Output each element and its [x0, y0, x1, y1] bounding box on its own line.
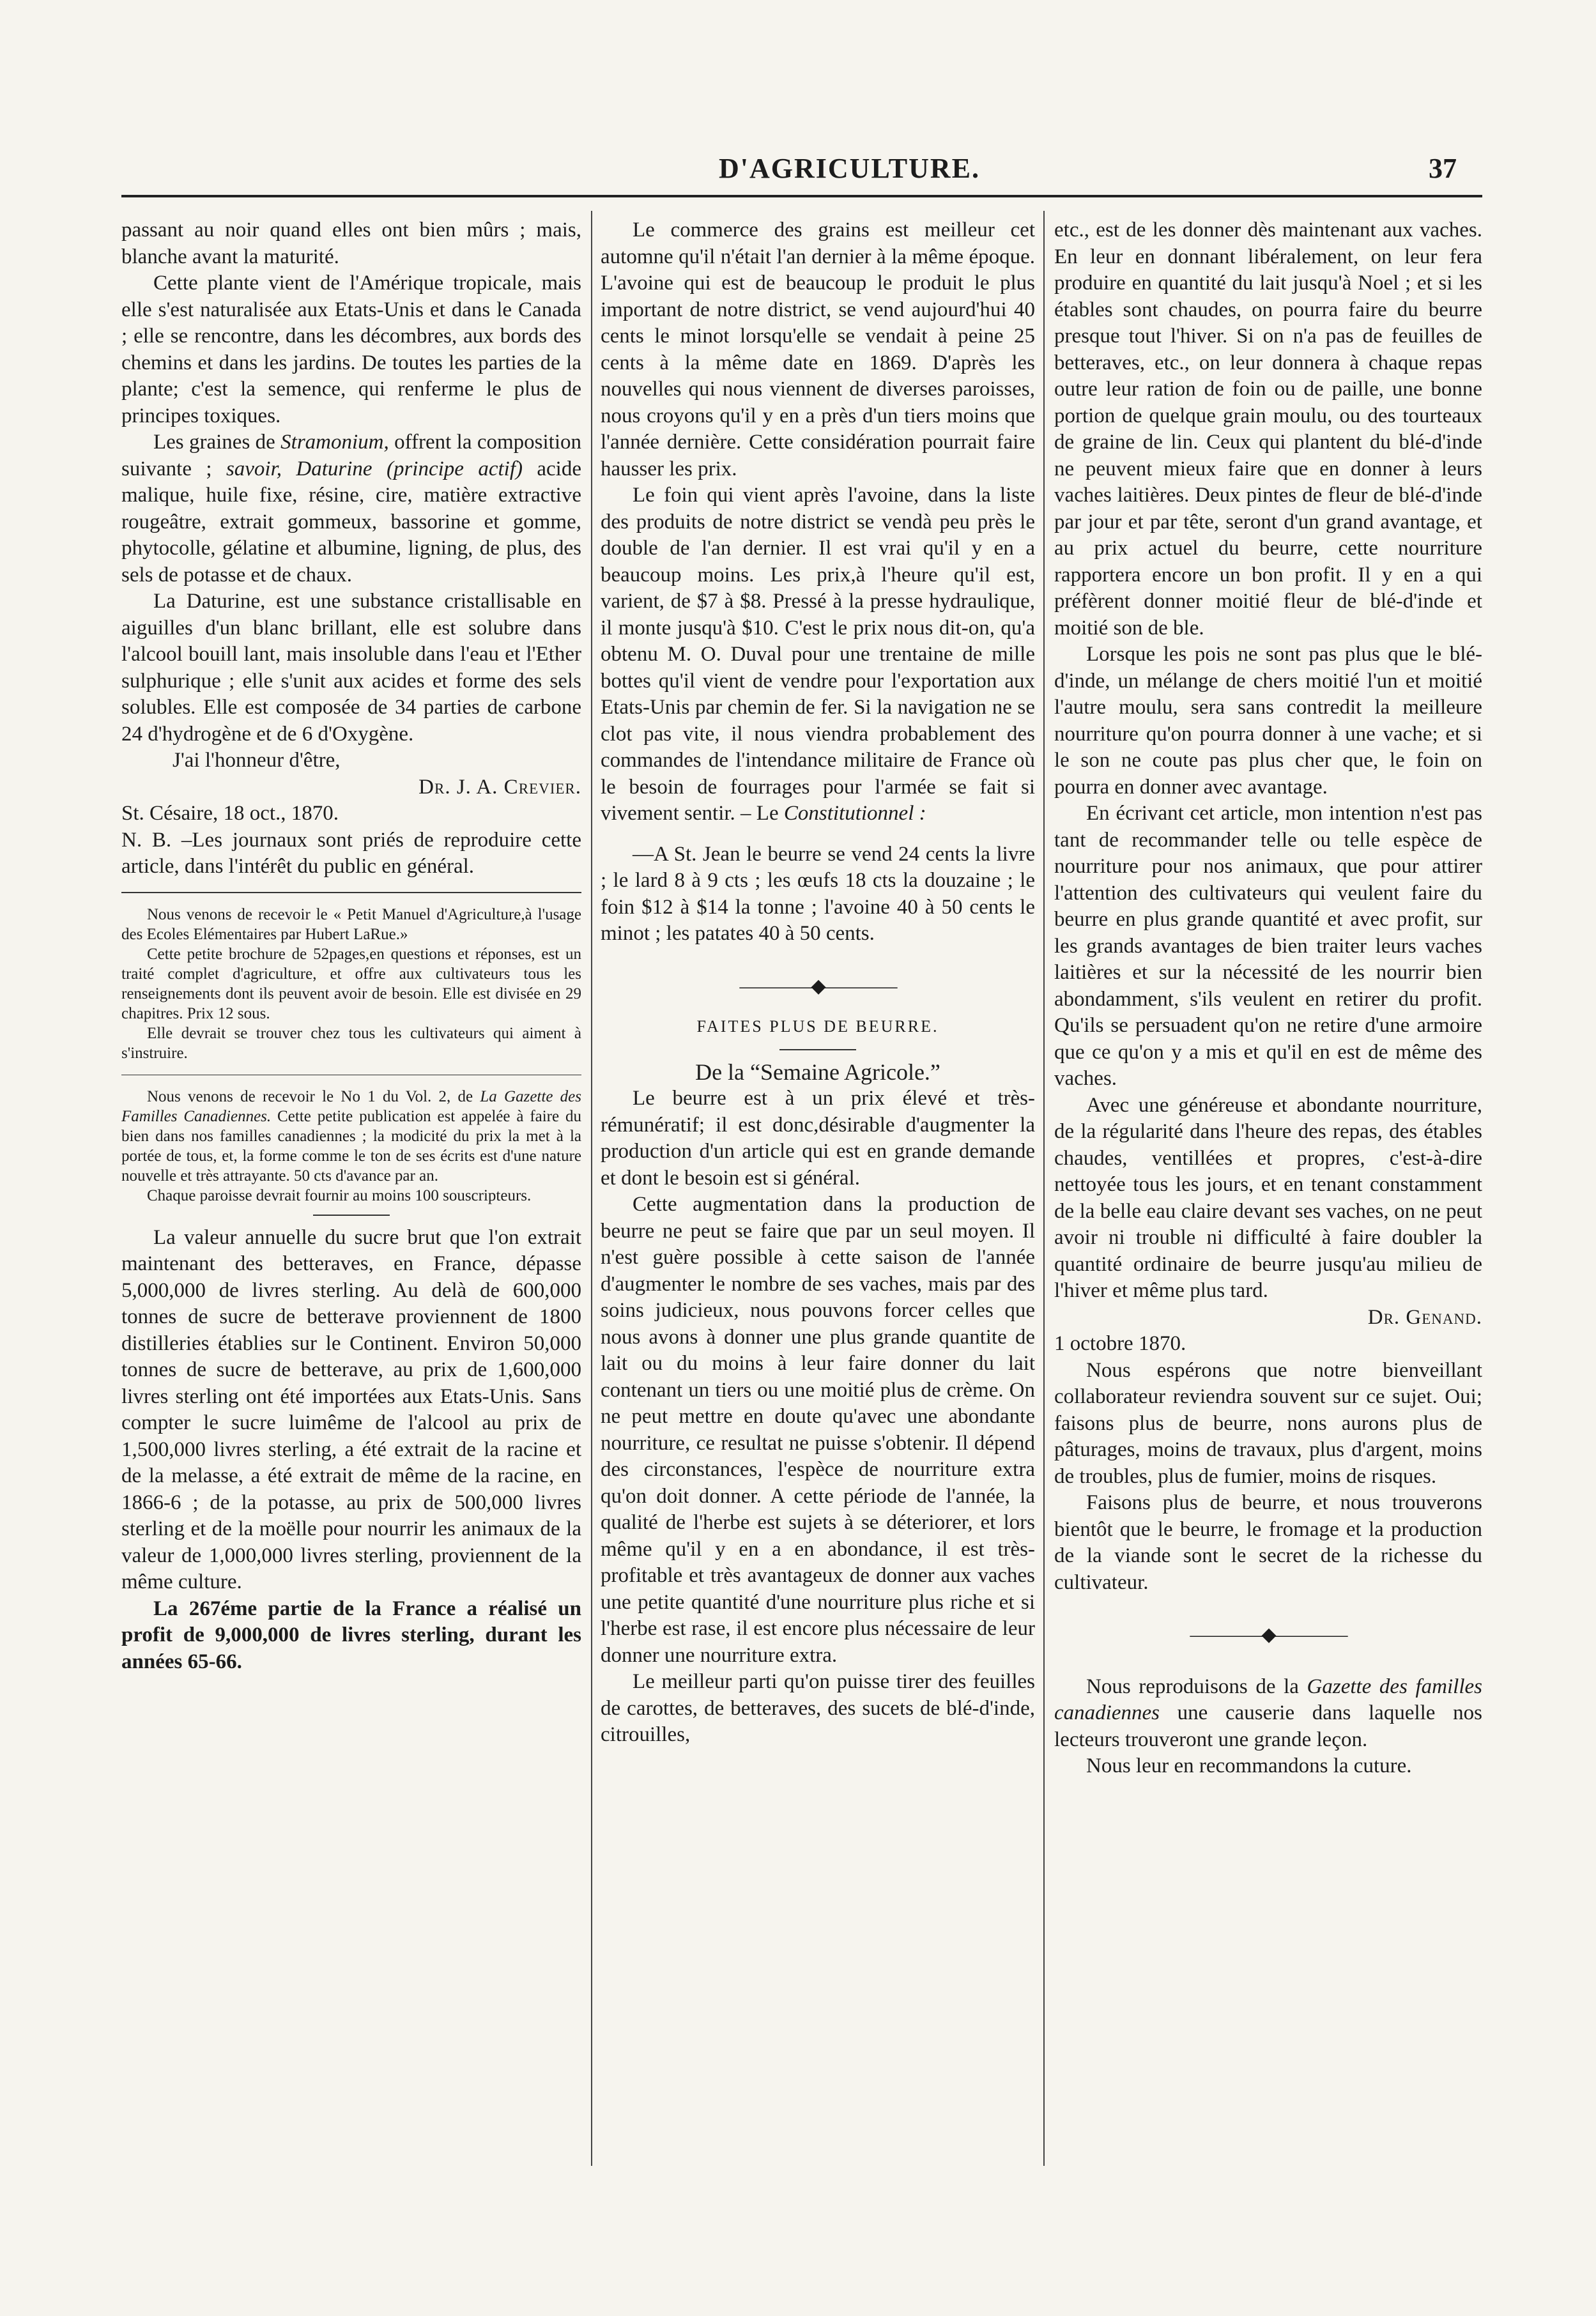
italic-run: Constitutionnel :	[783, 802, 926, 825]
paragraph: Nous espérons que notre bienveillant collaborateur reviendra souvent sur ce sujet. Oui; faisons plus de beurre, nons aurons plus de pâturages, moins de travaux, plus d'argent, moins de troubles, plus de fumier, moins de risques.	[1054, 1358, 1482, 1488]
column-2	[601, 217, 1035, 2172]
ornament-rule: ――――◆――――	[739, 975, 896, 997]
paragraph: passant au noir quand elles ont bien mûrs ; mais, blanche avant la maturité.	[121, 219, 581, 268]
signature: Dr. Genand.	[1367, 1305, 1482, 1329]
article-heading: FAITES PLUS DE BEURRE.	[696, 1017, 939, 1036]
text-run: Cette petite publication est appelée à faire du bien dans nos familles canadiennes ; la modicité du prix la met à la portée de tous, et, la forme comme le ton de ses écrits est d'une nature nouvelle et très attrayante. 50 cts d'avance par an.	[121, 1107, 581, 1185]
spacer	[601, 947, 1035, 973]
short-rule	[779, 1049, 856, 1050]
ornament-rule: ――――◆――――	[1190, 1624, 1347, 1645]
italic-run: savoir, Daturine (principe actif)	[226, 457, 523, 480]
text-run: Les graines de	[153, 431, 281, 454]
dateline: St. Césaire, 18 oct., 1870.	[121, 802, 339, 825]
text-run: Nous venons de recevoir le No 1 du Vol. 2, de	[147, 1087, 480, 1105]
italic-run: Stramonium,	[280, 431, 389, 454]
running-title: D'AGRICULTURE.	[719, 153, 981, 184]
article-source: De la “Semaine Agricole.”	[695, 1059, 940, 1085]
nota-bene: N. B. –Les journaux sont priés de reproduire cette article, dans l'intérêt du public en général.	[121, 828, 581, 878]
signature: Dr. J. A. Crevier.	[418, 775, 581, 799]
notice-paragraph: Nous venons de recevoir le « Petit Manuel d'Agriculture,à l'usage des Ecoles Elémentaires par Hubert LaRue.»	[121, 905, 581, 943]
page-header	[121, 148, 1482, 193]
paragraph	[1054, 1674, 1482, 1754]
page-number: 37	[1429, 153, 1457, 184]
paragraph: En écrivant cet article, mon intention n'est pas tant de recommander telle ou telle espèce de nourriture pour nos animaux, que pour attirer l'attention des cultivateurs qui veulent faire du beurre en plus grande quantité et avec profit, sur les grands avantages de bien traiter leurs vaches laitières et sur la nécessité de les nourrir bien abondamment, s'ils veulent en retirer du profit. Qu'ils se persuadent qu'on ne retire d'une armoire que ce qu'on y a mis et qu'il en est de même des vaches.	[1054, 802, 1482, 1090]
column-1	[121, 217, 581, 2172]
notice-paragraph: Elle devrait se trouver chez tous les cultivateurs qui aiment à s'instruire.	[121, 1024, 581, 1062]
paragraph: Faisons plus de beurre, et nous trouverons bientôt que le beurre, le fromage et la production de la viande sont le secret de la richesse du cultivateur.	[1054, 1491, 1482, 1594]
column-divider-1	[591, 211, 592, 2166]
notice-paragraph: Cette petite brochure de 52pages,en questions et réponses, est un traité complet d'agriculture, et offre aux cultivateurs tous les renseignements dont ils peuvent avoir de besoin. Elle est divisée en 29 chapitres. Prix 12 sous.	[121, 945, 581, 1022]
paragraph: Le commerce des grains est meilleur cet automne qu'il n'était l'an dernier à la même époque. L'avoine qui est de beaucoup le produit le plus important de notre district, se vend aujourd'hui 40 cents le minot lorsqu'elle se vendait à peine 25 cents à la même date en 1869. D'après les nouvelles qui nous viennent de diverses paroisses, nous croyons qu'il y en a près d'un tiers moins que l'année dernière. Cette considération pourrait faire hausser les prix.	[601, 219, 1035, 480]
text-run: Nous reproduisons de la	[1086, 1675, 1307, 1698]
paragraph: Nous leur en recommandons la cuture.	[1086, 1754, 1412, 1777]
paragraph: Cette augmentation dans la production de beurre ne peut se faire que par un seul moyen. Il n'est guère possible à cette saison de l'année d'augmenter le nombre de ses vaches, mais par des soins judicieux, nous pouvons forcer celles que nous avons à donner une plus grande quantite de lait ou du moins à leur faire donner du lait contenant un tiers ou une moitié plus de crème. On ne peut mettre en doute qu'avec une abondante nourriture, ce resultat ne puisse s'obtenir. Il dépend des circonstances, l'espèce de nourriture extra qu'on doit donner. A cette période de l'année, la qualité de l'herbe est sujets à se déteriorer, et lors même qu'il y en a en abondance, il est très-profitable et très avantageux de donner aux vaches une petite quantité d'une nourriture plus riche et si l'herbe est rase, il est encore plus nécessaire de leur donner une nourriture extra.	[601, 1193, 1035, 1667]
italic-run: La Gazette des Familles Canadiennes.	[121, 1087, 581, 1125]
paragraph	[121, 429, 581, 588]
text-run: acide malique, huile fixe, résine, cire, matière extractive rougeâtre, extrait gommeux, bassorine et gomme, phytocolle, gélatine et albumine, ligning, de plus, des sels de potasse et de chaux.	[121, 457, 581, 587]
closing-line: J'ai l'honneur d'être,	[173, 749, 341, 772]
paragraph: Le beurre est à un prix élevé et très-rémunératif; il est donc,désirable d'augmenter la production d'un article qui est en grande demande et dont le besoin est si général.	[601, 1087, 1035, 1190]
paragraph: La Daturine, est une substance cristallisable en aiguilles d'un blanc brillant, elle est solubre dans l'alcool bouill lant, mais insoluble dans l'eau et l'Ether sulphurique ; elle s'unit aux acides et forme des sels solubles. Elle est composée de 34 parties de carbone 24 d'hydrogène et de 6 d'Oxygène.	[121, 590, 581, 746]
spacer	[601, 999, 1035, 1013]
separator-rule	[121, 892, 581, 893]
notice-block	[121, 905, 581, 1206]
notice-paragraph: Chaque paroisse devrait fournir au moins 100 souscripteurs.	[147, 1186, 532, 1204]
spacer	[1054, 1596, 1482, 1622]
text-run: Le foin qui vient après l'avoine, dans la liste des produits de notre district se vendà peu près le double de l'an dernier. Il est vrai qu'il y en a beaucoup moins. Les prix,à l'heure qu'il est, varient, de $7 à $8. Pressé à la presse hydraulique, il monte jusqu'à $10. C'est le prix nous dit-on, qu'a obtenu M. O. Duval pour une trentaine de mille bottes qu'il vient de vendre pour l'exportation aux Etats-Unis par chemin de fer. Si la navigation ne se clot pas vite, il nous viendra probablement des commandes de l'intendance militaire de France où le besoin de fourrages pour l'armée se fait si vivement sentir. – Le	[601, 484, 1035, 825]
paragraph: Cette plante vient de l'Amérique tropicale, mais elle s'est naturalisée aux Etats-Unis et dans le Canada ; elle se rencontre, dans les décombres, aux bords des chemins et dans les jardins. De toutes les parties de la plante; c'est la semence, qui renferme le plus de principes toxiques.	[121, 272, 581, 427]
italic-run: Gazette des familles canadiennes	[1054, 1675, 1482, 1724]
paragraph: Lorsque les pois ne sont pas plus que le blé-d'inde, un mélange de chers moitié l'un et moitié l'autre moulu, sera sans contredit la meilleure nourriture qu'on pourra donner à une vache; et si le son ne coute pas plus cher que, le foin on pourra en donner avec avantage.	[1054, 643, 1482, 799]
column-3	[1054, 217, 1482, 2172]
date-line: 1 octobre 1870.	[1054, 1332, 1186, 1355]
paragraph: Le meilleur parti qu'on puisse tirer des feuilles de carottes, de betteraves, des sucets de blé-d'inde, citrouilles,	[601, 1670, 1035, 1746]
paragraph: La valeur annuelle du sucre brut que l'on extrait maintenant des betteraves, en France, dépasse 5,000,000 de livres sterling. Au delà de 600,000 tonnes de sucre de betterave proviennent de 1800 distilleries établies sur le Continent. Environ 50,000 tonnes de sucre de betterave, au prix de 1,600,000 livres sterling ont été importées aux Etats-Unis. Sans compter le sucre luimême de l'alcool au prix de 1,500,000 livres sterling, a été extrait de la racine et de la melasse, a été extrait de même de la racine, en 1866-6 ; de la potasse, au prix de 500,000 livres sterling et de la moëlle pour nourrir les animaux de la valeur de 1,000,000 livres sterling, proviennent de la même culture.	[121, 1225, 581, 1593]
paragraph: —A St. Jean le beurre se vend 24 cents la livre ; le lard 8 à 9 cts ; les œufs 18 cts la douzaine ; le foin $12 à $14 la tonne ; l'avoine 40 à 50 cents le minot ; les patates 40 à 50 cents.	[601, 842, 1035, 945]
spacer	[1054, 1648, 1482, 1674]
paragraph	[601, 482, 1035, 827]
text-run: une causerie dans laquelle nos lecteurs trouveront une grande leçon.	[1054, 1701, 1482, 1751]
notice-paragraph	[121, 1087, 581, 1186]
header-rule	[121, 195, 1482, 197]
spacer	[601, 827, 1035, 841]
text-run: offrent la composition suivante ;	[121, 431, 581, 480]
paragraph: La 267éme partie de la France a réalisé un profit de 9,000,000 de livres sterling, durant les années 65-66.	[121, 1597, 581, 1673]
paragraph: Avec une généreuse et abondante nourriture, de la régularité dans l'heure des repas, des étables chaudes, ventillées et propres, c'est-à-dire nettoyée tous les jours, et en tenant constamment de la belle eau claire devant ses vaches, on ne peut avoir ni trouble ni difficulté à faire doubler la quantité ordinaire de beurre jusqu'au milieu de l'hiver et même plus tard.	[1054, 1093, 1482, 1302]
column-divider-2	[1043, 211, 1045, 2166]
short-rule	[313, 1215, 390, 1216]
paragraph: etc., est de les donner dès maintenant aux vaches. En leur en donnant libéralement, on leur fera produire en quantité du lait jusqu'à Noel ; et si les étables sont chaudes, on pourra faire du beurre presque tout l'hiver. Si on n'a pas de feuilles de betteraves, etc., on leur donnera à chaque repas outre leur ration de foin ou de paille, une bonne portion de quelque grain moulu, ou des tourteaux de graine de lin. Ceux qui plantent du blé-d'inde ne peuvent mieux faire que en donner à leurs vaches laitières. Deux pintes de fleur de blé-d'inde par jour et par tête, seront d'un grand avantage, et au prix actuel du beurre, cette nourriture rapportera encore un bon profit. Il y en a qui préfèrent donner moitié fleur de blé-d'inde et moitié son de ble.	[1054, 219, 1482, 640]
